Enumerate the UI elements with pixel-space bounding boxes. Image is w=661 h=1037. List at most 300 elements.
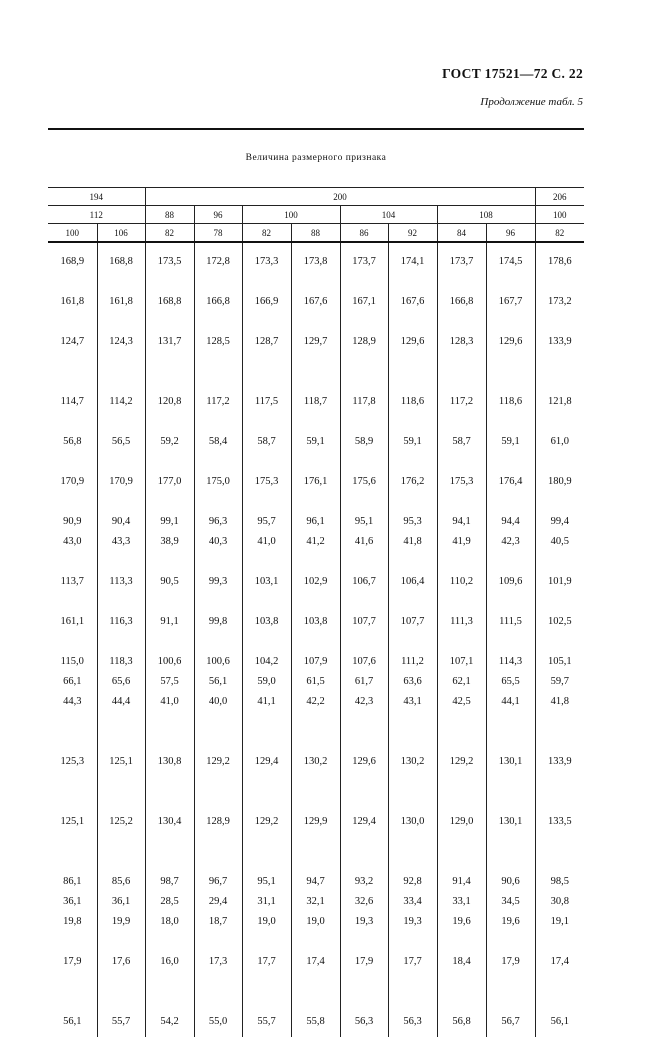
table-cell: 107,7 bbox=[340, 611, 388, 631]
header-row-subgroup bbox=[48, 224, 584, 243]
table-cell: 129,0 bbox=[437, 811, 486, 831]
table-cell: 95,7 bbox=[242, 511, 291, 531]
table-row bbox=[48, 691, 584, 711]
table-row bbox=[48, 651, 584, 671]
spacer-cell bbox=[291, 991, 340, 1011]
table-cell: 55,0 bbox=[194, 1011, 242, 1031]
table-cell: 167,6 bbox=[388, 291, 437, 311]
spacer-cell bbox=[194, 1031, 242, 1037]
spacer-cell bbox=[486, 242, 535, 251]
spacer-cell bbox=[535, 1031, 584, 1037]
spacer-cell bbox=[242, 791, 291, 811]
table-cell: 129,6 bbox=[388, 331, 437, 351]
spacer-cell bbox=[437, 851, 486, 871]
table-cell: 103,8 bbox=[291, 611, 340, 631]
table-cell: 130,1 bbox=[486, 811, 535, 831]
table-cell: 175,3 bbox=[437, 471, 486, 491]
table-cell: 96,3 bbox=[194, 511, 242, 531]
spacer-cell bbox=[48, 491, 97, 511]
spacer-cell bbox=[48, 711, 97, 731]
spacer-cell bbox=[437, 371, 486, 391]
table-cell: 128,9 bbox=[340, 331, 388, 351]
table-cell: 102,9 bbox=[291, 571, 340, 591]
table-cell: 117,8 bbox=[340, 391, 388, 411]
spacer-cell bbox=[48, 1031, 97, 1037]
spacer-cell bbox=[437, 351, 486, 371]
spacer-cell bbox=[48, 991, 97, 1011]
spacer-cell bbox=[291, 591, 340, 611]
spacer-cell bbox=[388, 791, 437, 811]
spacer-row bbox=[48, 991, 584, 1011]
table-cell: 36,1 bbox=[97, 891, 145, 911]
table-row bbox=[48, 431, 584, 451]
table-cell: 114,2 bbox=[97, 391, 145, 411]
spacer-cell bbox=[340, 831, 388, 851]
spacer-cell bbox=[145, 711, 194, 731]
spacer-cell bbox=[194, 411, 242, 431]
header-cell: 100 bbox=[48, 224, 97, 243]
spacer-cell bbox=[437, 551, 486, 571]
table-cell: 34,5 bbox=[486, 891, 535, 911]
spacer-cell bbox=[97, 242, 145, 251]
table-cell: 131,7 bbox=[145, 331, 194, 351]
table-cell: 168,9 bbox=[60, 255, 85, 267]
spacer-cell bbox=[486, 711, 535, 731]
spacer-cell bbox=[97, 351, 145, 371]
table-cell: 33,4 bbox=[388, 891, 437, 911]
spacer-cell bbox=[486, 411, 535, 431]
table-cell: 17,4 bbox=[535, 951, 584, 971]
spacer-cell bbox=[486, 591, 535, 611]
table-cell: 129,2 bbox=[242, 811, 291, 831]
measurement-table bbox=[48, 187, 584, 1037]
table-cell: 170,9 bbox=[60, 475, 85, 487]
spacer-cell bbox=[340, 371, 388, 391]
spacer-cell bbox=[437, 451, 486, 471]
spacer-cell bbox=[242, 242, 291, 251]
spacer-cell bbox=[486, 991, 535, 1011]
spacer-cell bbox=[388, 242, 437, 251]
spacer-cell bbox=[535, 411, 584, 431]
table-cell: 174,1 bbox=[388, 251, 437, 271]
table-cell: 17,6 bbox=[97, 951, 145, 971]
spacer-row bbox=[48, 411, 584, 431]
table-row bbox=[48, 471, 584, 491]
spacer-cell bbox=[97, 731, 145, 751]
table-row bbox=[48, 391, 584, 411]
spacer-cell bbox=[486, 351, 535, 371]
spacer-cell bbox=[242, 591, 291, 611]
spacer-cell bbox=[340, 271, 388, 291]
table-cell: 90,5 bbox=[145, 571, 194, 591]
table-cell: 168,8 bbox=[145, 291, 194, 311]
table-cell: 17,7 bbox=[388, 951, 437, 971]
table-cell: 86,1 bbox=[63, 875, 82, 887]
table-cell: 19,3 bbox=[340, 911, 388, 931]
table-cell: 85,6 bbox=[97, 871, 145, 891]
table-cell: 56,1 bbox=[535, 1011, 584, 1031]
spacer-cell bbox=[97, 631, 145, 651]
table-cell: 41,0 bbox=[145, 691, 194, 711]
spacer-cell bbox=[194, 271, 242, 291]
table-cell: 59,1 bbox=[291, 431, 340, 451]
spacer-cell bbox=[97, 851, 145, 871]
spacer-cell bbox=[437, 311, 486, 331]
table-row bbox=[48, 331, 584, 351]
table-cell: 111,2 bbox=[388, 651, 437, 671]
spacer-cell bbox=[145, 631, 194, 651]
header-cell: 96 bbox=[486, 224, 535, 243]
table-cell: 161,8 bbox=[60, 295, 85, 307]
spacer-cell bbox=[535, 551, 584, 571]
table-cell: 65,5 bbox=[486, 671, 535, 691]
spacer-cell bbox=[486, 631, 535, 651]
table-row bbox=[48, 811, 584, 831]
spacer-cell bbox=[340, 791, 388, 811]
table-cell: 56,1 bbox=[63, 1015, 82, 1027]
spacer-row bbox=[48, 371, 584, 391]
spacer-cell bbox=[340, 991, 388, 1011]
spacer-cell bbox=[535, 991, 584, 1011]
spacer-cell bbox=[388, 491, 437, 511]
spacer-cell bbox=[145, 451, 194, 471]
table-cell: 56,5 bbox=[97, 431, 145, 451]
table-cell: 17,9 bbox=[63, 955, 82, 967]
spacer-cell bbox=[388, 971, 437, 991]
spacer-cell bbox=[340, 551, 388, 571]
spacer-row bbox=[48, 851, 584, 871]
table-cell: 175,3 bbox=[242, 471, 291, 491]
table-row bbox=[48, 611, 584, 631]
table-cell: 91,4 bbox=[437, 871, 486, 891]
table-cell: 62,1 bbox=[437, 671, 486, 691]
table-cell: 173,8 bbox=[291, 251, 340, 271]
table-cell: 128,9 bbox=[194, 811, 242, 831]
spacer-cell bbox=[291, 831, 340, 851]
spacer-row bbox=[48, 242, 584, 251]
spacer-cell bbox=[242, 311, 291, 331]
table-cell: 42,3 bbox=[486, 531, 535, 551]
spacer-cell bbox=[437, 991, 486, 1011]
table-cell: 103,1 bbox=[242, 571, 291, 591]
table-cell: 114,3 bbox=[486, 651, 535, 671]
spacer-cell bbox=[340, 491, 388, 511]
spacer-cell bbox=[388, 551, 437, 571]
table-cell: 44,3 bbox=[63, 695, 82, 707]
spacer-cell bbox=[291, 791, 340, 811]
spacer-cell bbox=[437, 411, 486, 431]
spacer-row bbox=[48, 771, 584, 791]
spacer-cell bbox=[48, 831, 97, 851]
spacer-cell bbox=[388, 271, 437, 291]
spacer-cell bbox=[535, 311, 584, 331]
spacer-cell bbox=[486, 971, 535, 991]
table-row bbox=[48, 511, 584, 531]
spacer-cell bbox=[194, 851, 242, 871]
spacer-cell bbox=[486, 371, 535, 391]
table-cell: 173,5 bbox=[145, 251, 194, 271]
table-cell: 175,6 bbox=[340, 471, 388, 491]
table-cell: 58,9 bbox=[340, 431, 388, 451]
table-cell: 166,8 bbox=[194, 291, 242, 311]
table-cell: 17,4 bbox=[291, 951, 340, 971]
spacer-cell bbox=[194, 711, 242, 731]
table-cell: 176,1 bbox=[291, 471, 340, 491]
spacer-row bbox=[48, 591, 584, 611]
table-cell: 32,1 bbox=[291, 891, 340, 911]
spacer-row bbox=[48, 711, 584, 731]
spacer-cell bbox=[340, 411, 388, 431]
table-cell: 176,2 bbox=[388, 471, 437, 491]
table-cell: 44,4 bbox=[97, 691, 145, 711]
spacer-cell bbox=[194, 351, 242, 371]
header-rule bbox=[48, 128, 584, 130]
spacer-cell bbox=[194, 971, 242, 991]
header-cell: 88 bbox=[291, 224, 340, 243]
table-cell: 99,8 bbox=[194, 611, 242, 631]
header-cell: 104 bbox=[340, 206, 437, 224]
table-cell: 125,1 bbox=[97, 751, 145, 771]
table-cell: 63,6 bbox=[388, 671, 437, 691]
spacer-cell bbox=[340, 591, 388, 611]
spacer-cell bbox=[48, 591, 97, 611]
spacer-cell bbox=[48, 551, 97, 571]
spacer-row bbox=[48, 831, 584, 851]
table-cell: 115,0 bbox=[60, 655, 84, 667]
table-cell: 99,4 bbox=[535, 511, 584, 531]
spacer-cell bbox=[145, 551, 194, 571]
table-cell: 95,3 bbox=[388, 511, 437, 531]
spacer-row bbox=[48, 791, 584, 811]
spacer-cell bbox=[535, 971, 584, 991]
table-cell: 173,7 bbox=[340, 251, 388, 271]
table-row bbox=[48, 751, 584, 771]
spacer-cell bbox=[486, 551, 535, 571]
spacer-cell bbox=[48, 451, 97, 471]
spacer-cell bbox=[97, 591, 145, 611]
spacer-cell bbox=[242, 711, 291, 731]
table-cell: 66,1 bbox=[63, 675, 82, 687]
spacer-cell bbox=[242, 771, 291, 791]
table-cell: 56,8 bbox=[63, 435, 82, 447]
table-cell: 107,6 bbox=[340, 651, 388, 671]
table-cell: 129,6 bbox=[340, 751, 388, 771]
table-cell: 177,0 bbox=[145, 471, 194, 491]
table-cell: 90,4 bbox=[97, 511, 145, 531]
spacer-cell bbox=[486, 931, 535, 951]
table-cell: 90,9 bbox=[63, 515, 82, 527]
spacer-cell bbox=[486, 311, 535, 331]
table-cell: 99,1 bbox=[145, 511, 194, 531]
spacer-cell bbox=[242, 631, 291, 651]
document-header: ГОСТ 17521—72 С. 22 bbox=[442, 66, 583, 81]
spacer-cell bbox=[291, 771, 340, 791]
table-cell: 56,1 bbox=[194, 671, 242, 691]
spacer-cell bbox=[48, 311, 97, 331]
table-cell: 40,5 bbox=[535, 531, 584, 551]
spacer-cell bbox=[340, 731, 388, 751]
table-cell: 96,7 bbox=[194, 871, 242, 891]
table-cell: 178,6 bbox=[535, 251, 584, 271]
table-row bbox=[48, 531, 584, 551]
spacer-cell bbox=[48, 411, 97, 431]
spacer-row bbox=[48, 551, 584, 571]
spacer-cell bbox=[291, 271, 340, 291]
spacer-cell bbox=[242, 351, 291, 371]
spacer-cell bbox=[97, 971, 145, 991]
spacer-cell bbox=[535, 591, 584, 611]
table-cell: 58,7 bbox=[437, 431, 486, 451]
header-cell: 84 bbox=[437, 224, 486, 243]
table-cell: 118,6 bbox=[388, 391, 437, 411]
table-cell: 109,6 bbox=[486, 571, 535, 591]
table-cell: 41,1 bbox=[242, 691, 291, 711]
spacer-cell bbox=[194, 451, 242, 471]
spacer-cell bbox=[340, 971, 388, 991]
table-cell: 130,2 bbox=[388, 751, 437, 771]
spacer-cell bbox=[97, 791, 145, 811]
table-cell: 111,3 bbox=[437, 611, 486, 631]
table-cell: 59,2 bbox=[145, 431, 194, 451]
table-cell: 118,6 bbox=[486, 391, 535, 411]
spacer-cell bbox=[437, 242, 486, 251]
spacer-cell bbox=[340, 242, 388, 251]
spacer-cell bbox=[194, 491, 242, 511]
table-cell: 133,9 bbox=[535, 331, 584, 351]
spacer-cell bbox=[291, 311, 340, 331]
table-cell: 94,7 bbox=[291, 871, 340, 891]
spacer-cell bbox=[340, 631, 388, 651]
table-cell: 19,9 bbox=[97, 911, 145, 931]
spacer-cell bbox=[340, 351, 388, 371]
table-cell: 18,7 bbox=[194, 911, 242, 931]
header-cell: 92 bbox=[388, 224, 437, 243]
spacer-cell bbox=[535, 351, 584, 371]
table-cell: 29,4 bbox=[194, 891, 242, 911]
spacer-cell bbox=[97, 451, 145, 471]
spacer-cell bbox=[486, 1031, 535, 1037]
table-cell: 41,6 bbox=[340, 531, 388, 551]
spacer-cell bbox=[535, 371, 584, 391]
table-cell: 116,3 bbox=[97, 611, 145, 631]
table-cell: 175,0 bbox=[194, 471, 242, 491]
table-cell: 130,0 bbox=[388, 811, 437, 831]
spacer-cell bbox=[145, 491, 194, 511]
table-row bbox=[48, 571, 584, 591]
table-cell: 42,3 bbox=[340, 691, 388, 711]
spacer-cell bbox=[291, 491, 340, 511]
table-cell: 43,1 bbox=[388, 691, 437, 711]
spacer-cell bbox=[48, 271, 97, 291]
table-cell: 19,1 bbox=[535, 911, 584, 931]
spacer-cell bbox=[194, 931, 242, 951]
table-cell: 166,8 bbox=[437, 291, 486, 311]
spacer-cell bbox=[437, 1031, 486, 1037]
spacer-cell bbox=[145, 731, 194, 751]
table-cell: 124,3 bbox=[97, 331, 145, 351]
table-cell: 104,2 bbox=[242, 651, 291, 671]
table-cell: 176,4 bbox=[486, 471, 535, 491]
header-cell: 100 bbox=[535, 206, 584, 224]
table-cell: 42,2 bbox=[291, 691, 340, 711]
header-cell: 78 bbox=[194, 224, 242, 243]
table-cell: 31,1 bbox=[242, 891, 291, 911]
table-body bbox=[48, 242, 584, 1037]
spacer-cell bbox=[242, 551, 291, 571]
table-cell: 167,6 bbox=[291, 291, 340, 311]
spacer-cell bbox=[97, 411, 145, 431]
table-cell: 19,0 bbox=[242, 911, 291, 931]
table-cell: 128,3 bbox=[437, 331, 486, 351]
spacer-cell bbox=[535, 931, 584, 951]
spacer-row bbox=[48, 1031, 584, 1037]
table-caption: Величина размерного признака bbox=[245, 153, 387, 163]
table-cell: 19,0 bbox=[291, 911, 340, 931]
spacer-cell bbox=[291, 1031, 340, 1037]
table-cell: 17,9 bbox=[486, 951, 535, 971]
spacer-cell bbox=[97, 711, 145, 731]
spacer-cell bbox=[388, 851, 437, 871]
spacer-cell bbox=[437, 931, 486, 951]
spacer-cell bbox=[145, 931, 194, 951]
table-cell: 43,0 bbox=[63, 535, 82, 547]
spacer-cell bbox=[194, 771, 242, 791]
table-cell: 32,6 bbox=[340, 891, 388, 911]
spacer-cell bbox=[291, 411, 340, 431]
spacer-row bbox=[48, 731, 584, 751]
table-cell: 130,4 bbox=[145, 811, 194, 831]
table-cell: 94,1 bbox=[437, 511, 486, 531]
table-cell: 102,5 bbox=[535, 611, 584, 631]
table-cell: 107,9 bbox=[291, 651, 340, 671]
table-cell: 41,9 bbox=[437, 531, 486, 551]
table-cell: 40,3 bbox=[194, 531, 242, 551]
header-cell: 106 bbox=[97, 224, 145, 243]
spacer-cell bbox=[145, 591, 194, 611]
spacer-cell bbox=[388, 351, 437, 371]
table-cell: 61,0 bbox=[535, 431, 584, 451]
table-cell: 121,8 bbox=[535, 391, 584, 411]
table-cell: 91,1 bbox=[145, 611, 194, 631]
table-cell: 65,6 bbox=[97, 671, 145, 691]
header-cell: 88 bbox=[145, 206, 194, 224]
table-cell: 129,4 bbox=[340, 811, 388, 831]
spacer-cell bbox=[97, 831, 145, 851]
header-cell: 96 bbox=[194, 206, 242, 224]
spacer-cell bbox=[437, 771, 486, 791]
spacer-cell bbox=[194, 831, 242, 851]
table-cell: 94,4 bbox=[486, 511, 535, 531]
spacer-cell bbox=[242, 971, 291, 991]
spacer-cell bbox=[145, 371, 194, 391]
table-cell: 113,7 bbox=[60, 575, 84, 587]
table-cell: 59,1 bbox=[486, 431, 535, 451]
table-cell: 173,3 bbox=[242, 251, 291, 271]
spacer-cell bbox=[242, 491, 291, 511]
spacer-cell bbox=[535, 631, 584, 651]
table-continuation-label: Продолжение табл. 5 bbox=[480, 96, 583, 108]
spacer-cell bbox=[437, 591, 486, 611]
header-cell: 200 bbox=[145, 188, 535, 206]
spacer-cell bbox=[437, 711, 486, 731]
table-cell: 129,4 bbox=[242, 751, 291, 771]
spacer-cell bbox=[48, 931, 97, 951]
spacer-cell bbox=[388, 731, 437, 751]
table-cell: 114,7 bbox=[60, 395, 84, 407]
spacer-row bbox=[48, 631, 584, 651]
spacer-cell bbox=[486, 771, 535, 791]
table-cell: 130,2 bbox=[291, 751, 340, 771]
